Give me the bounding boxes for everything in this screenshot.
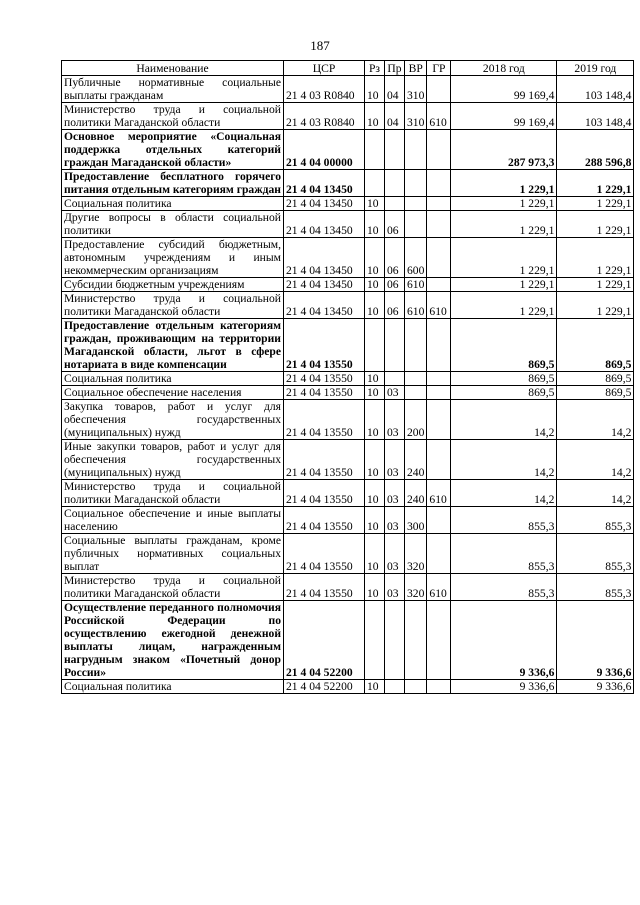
table-body xyxy=(62,76,634,694)
cell-2018: 855,3 xyxy=(451,507,557,534)
cell-2018: 99 169,4 xyxy=(451,76,557,103)
cell-name: Предоставление отдельным категориям граждан, проживающим на территории Магаданской области, льгот в сфере нотариата в виде компенсации xyxy=(62,319,284,372)
cell-gr xyxy=(427,601,451,680)
cell-2019: 1 229,1 xyxy=(557,278,634,292)
cell-csr: 21 4 04 13450 xyxy=(284,238,365,278)
cell-2018: 287 973,3 xyxy=(451,130,557,170)
cell-2019: 869,5 xyxy=(557,386,634,400)
cell-gr: 610 xyxy=(427,574,451,601)
cell-gr xyxy=(427,400,451,440)
cell-csr: 21 4 04 13550 xyxy=(284,400,365,440)
cell-csr: 21 4 04 13550 xyxy=(284,319,365,372)
table-row xyxy=(62,534,634,574)
cell-gr: 610 xyxy=(427,292,451,319)
cell-csr: 21 4 04 13550 xyxy=(284,440,365,480)
cell-gr xyxy=(427,440,451,480)
cell-2019: 1 229,1 xyxy=(557,211,634,238)
cell-vr: 610 xyxy=(405,278,427,292)
cell-rz xyxy=(365,319,385,372)
table-row xyxy=(62,319,634,372)
cell-2019: 288 596,8 xyxy=(557,130,634,170)
cell-gr xyxy=(427,197,451,211)
cell-pr: 04 xyxy=(385,103,405,130)
table-header-row xyxy=(62,61,634,76)
cell-pr xyxy=(385,170,405,197)
cell-2018: 1 229,1 xyxy=(451,170,557,197)
cell-csr: 21 4 04 13550 xyxy=(284,574,365,601)
cell-csr: 21 4 03 R0840 xyxy=(284,76,365,103)
cell-vr: 200 xyxy=(405,400,427,440)
cell-2019: 14,2 xyxy=(557,400,634,440)
cell-pr: 03 xyxy=(385,480,405,507)
cell-rz: 10 xyxy=(365,278,385,292)
cell-pr: 03 xyxy=(385,386,405,400)
table-row xyxy=(62,292,634,319)
cell-2018: 855,3 xyxy=(451,534,557,574)
cell-gr xyxy=(427,372,451,386)
cell-rz: 10 xyxy=(365,400,385,440)
cell-vr: 300 xyxy=(405,507,427,534)
cell-gr xyxy=(427,507,451,534)
cell-2018: 1 229,1 xyxy=(451,278,557,292)
cell-csr: 21 4 04 00000 xyxy=(284,130,365,170)
cell-pr: 03 xyxy=(385,440,405,480)
cell-2019: 9 336,6 xyxy=(557,601,634,680)
cell-name: Предоставление бесплатного горячего питания отдельным категориям граждан xyxy=(62,170,284,197)
cell-pr xyxy=(385,319,405,372)
cell-rz: 10 xyxy=(365,238,385,278)
cell-vr: 320 xyxy=(405,574,427,601)
cell-name: Социальная политика xyxy=(62,372,284,386)
cell-name: Другие вопросы в области социальной политики xyxy=(62,211,284,238)
cell-2019: 103 148,4 xyxy=(557,103,634,130)
cell-vr: 310 xyxy=(405,103,427,130)
table-row xyxy=(62,574,634,601)
cell-rz: 10 xyxy=(365,480,385,507)
cell-vr xyxy=(405,130,427,170)
cell-gr xyxy=(427,534,451,574)
cell-gr xyxy=(427,211,451,238)
cell-pr: 03 xyxy=(385,534,405,574)
cell-csr: 21 4 04 13550 xyxy=(284,507,365,534)
column-header-gr: ГР xyxy=(427,61,451,76)
table-row xyxy=(62,170,634,197)
column-header-2019: 2019 год xyxy=(557,61,634,76)
page-number: 187 xyxy=(310,38,330,53)
cell-2018: 14,2 xyxy=(451,400,557,440)
cell-name: Предоставление субсидий бюджетным, автономным учреждениям и иным некоммерческим организациям xyxy=(62,238,284,278)
cell-vr xyxy=(405,197,427,211)
cell-vr: 310 xyxy=(405,76,427,103)
table-row xyxy=(62,238,634,278)
cell-csr: 21 4 04 13450 xyxy=(284,197,365,211)
cell-csr: 21 4 04 52200 xyxy=(284,601,365,680)
cell-2018: 1 229,1 xyxy=(451,211,557,238)
cell-rz: 10 xyxy=(365,680,385,694)
cell-gr xyxy=(427,680,451,694)
cell-2018: 14,2 xyxy=(451,480,557,507)
cell-2019: 1 229,1 xyxy=(557,238,634,278)
cell-rz: 10 xyxy=(365,292,385,319)
table-row xyxy=(62,507,634,534)
cell-gr xyxy=(427,130,451,170)
cell-rz xyxy=(365,601,385,680)
cell-2018: 9 336,6 xyxy=(451,601,557,680)
cell-vr xyxy=(405,386,427,400)
cell-csr: 21 4 04 13550 xyxy=(284,386,365,400)
table-row xyxy=(62,130,634,170)
cell-vr xyxy=(405,372,427,386)
cell-2019: 103 148,4 xyxy=(557,76,634,103)
cell-pr: 06 xyxy=(385,238,405,278)
cell-rz: 10 xyxy=(365,386,385,400)
cell-pr: 04 xyxy=(385,76,405,103)
cell-gr: 610 xyxy=(427,103,451,130)
cell-pr: 03 xyxy=(385,400,405,440)
table-row xyxy=(62,386,634,400)
cell-vr xyxy=(405,601,427,680)
cell-2019: 14,2 xyxy=(557,480,634,507)
table-row xyxy=(62,400,634,440)
budget-table xyxy=(61,60,634,694)
cell-name: Социальное обеспечение населения xyxy=(62,386,284,400)
cell-name: Социальное обеспечение и иные выплаты населению xyxy=(62,507,284,534)
cell-vr: 240 xyxy=(405,480,427,507)
cell-name: Иные закупки товаров, работ и услуг для обеспечения государственных (муниципальных) нужд xyxy=(62,440,284,480)
cell-rz: 10 xyxy=(365,372,385,386)
cell-name: Социальные выплаты гражданам, кроме публичных нормативных социальных выплат xyxy=(62,534,284,574)
cell-rz: 10 xyxy=(365,211,385,238)
cell-gr xyxy=(427,319,451,372)
cell-rz: 10 xyxy=(365,440,385,480)
table-row xyxy=(62,103,634,130)
cell-csr: 21 4 04 13450 xyxy=(284,170,365,197)
cell-pr xyxy=(385,601,405,680)
cell-2018: 869,5 xyxy=(451,319,557,372)
cell-pr: 03 xyxy=(385,574,405,601)
cell-vr xyxy=(405,680,427,694)
table-row xyxy=(62,197,634,211)
cell-pr xyxy=(385,197,405,211)
cell-pr xyxy=(385,680,405,694)
cell-pr: 06 xyxy=(385,278,405,292)
cell-2019: 869,5 xyxy=(557,372,634,386)
table-row xyxy=(62,278,634,292)
cell-rz: 10 xyxy=(365,76,385,103)
cell-2018: 14,2 xyxy=(451,440,557,480)
cell-2019: 1 229,1 xyxy=(557,197,634,211)
cell-vr: 320 xyxy=(405,534,427,574)
column-header-vr: ВР xyxy=(405,61,427,76)
cell-vr xyxy=(405,170,427,197)
column-header-rz: Рз xyxy=(365,61,385,76)
cell-name: Основное мероприятие «Социальная поддержка отдельных категорий граждан Магаданской области» xyxy=(62,130,284,170)
cell-pr: 03 xyxy=(385,507,405,534)
cell-name: Публичные нормативные социальные выплаты гражданам xyxy=(62,76,284,103)
cell-csr: 21 4 04 13550 xyxy=(284,372,365,386)
table-row xyxy=(62,372,634,386)
table-row xyxy=(62,680,634,694)
cell-csr: 21 4 04 13450 xyxy=(284,278,365,292)
cell-gr xyxy=(427,238,451,278)
cell-pr xyxy=(385,372,405,386)
cell-csr: 21 4 04 13450 xyxy=(284,292,365,319)
column-header-csr: ЦСР xyxy=(284,61,365,76)
cell-2019: 855,3 xyxy=(557,574,634,601)
cell-2018: 9 336,6 xyxy=(451,680,557,694)
cell-gr xyxy=(427,76,451,103)
cell-name: Социальная политика xyxy=(62,680,284,694)
cell-name: Министерство труда и социальной политики Магаданской области xyxy=(62,574,284,601)
cell-rz: 10 xyxy=(365,507,385,534)
cell-csr: 21 4 04 13550 xyxy=(284,480,365,507)
cell-rz xyxy=(365,130,385,170)
cell-gr xyxy=(427,170,451,197)
column-header-2018: 2018 год xyxy=(451,61,557,76)
cell-2019: 869,5 xyxy=(557,319,634,372)
cell-2019: 14,2 xyxy=(557,440,634,480)
cell-csr: 21 4 04 13450 xyxy=(284,211,365,238)
cell-rz xyxy=(365,170,385,197)
cell-name: Субсидии бюджетным учреждениям xyxy=(62,278,284,292)
column-header-pr: Пр xyxy=(385,61,405,76)
cell-csr: 21 4 04 13550 xyxy=(284,534,365,574)
cell-pr xyxy=(385,130,405,170)
cell-vr xyxy=(405,211,427,238)
table-row xyxy=(62,480,634,507)
column-header-name: Наименование xyxy=(62,61,284,76)
cell-name: Осуществление переданного полномочия Российской Федерации по осуществлению ежегодной денежной выплаты лицам, награжденным нагрудным знаком «Почетный донор России» xyxy=(62,601,284,680)
cell-gr xyxy=(427,386,451,400)
table-row xyxy=(62,76,634,103)
cell-2019: 1 229,1 xyxy=(557,170,634,197)
cell-vr: 240 xyxy=(405,440,427,480)
cell-gr xyxy=(427,278,451,292)
cell-csr: 21 4 04 52200 xyxy=(284,680,365,694)
cell-gr: 610 xyxy=(427,480,451,507)
cell-name: Министерство труда и социальной политики Магаданской области xyxy=(62,103,284,130)
cell-2018: 869,5 xyxy=(451,372,557,386)
cell-2018: 99 169,4 xyxy=(451,103,557,130)
cell-2018: 1 229,1 xyxy=(451,292,557,319)
cell-vr: 610 xyxy=(405,292,427,319)
cell-name: Министерство труда и социальной политики Магаданской области xyxy=(62,480,284,507)
cell-2018: 855,3 xyxy=(451,574,557,601)
cell-2019: 1 229,1 xyxy=(557,292,634,319)
table-row xyxy=(62,211,634,238)
cell-pr: 06 xyxy=(385,292,405,319)
cell-name: Социальная политика xyxy=(62,197,284,211)
cell-vr xyxy=(405,319,427,372)
table-row xyxy=(62,601,634,680)
cell-rz: 10 xyxy=(365,197,385,211)
cell-name: Министерство труда и социальной политики Магаданской области xyxy=(62,292,284,319)
cell-vr: 600 xyxy=(405,238,427,278)
cell-rz: 10 xyxy=(365,103,385,130)
cell-2018: 869,5 xyxy=(451,386,557,400)
table-row xyxy=(62,440,634,480)
cell-pr: 06 xyxy=(385,211,405,238)
cell-2018: 1 229,1 xyxy=(451,238,557,278)
cell-name: Закупка товаров, работ и услуг для обеспечения государственных (муниципальных) нужд xyxy=(62,400,284,440)
cell-2018: 1 229,1 xyxy=(451,197,557,211)
cell-rz: 10 xyxy=(365,534,385,574)
cell-csr: 21 4 03 R0840 xyxy=(284,103,365,130)
cell-2019: 9 336,6 xyxy=(557,680,634,694)
cell-rz: 10 xyxy=(365,574,385,601)
cell-2019: 855,3 xyxy=(557,534,634,574)
cell-2019: 855,3 xyxy=(557,507,634,534)
